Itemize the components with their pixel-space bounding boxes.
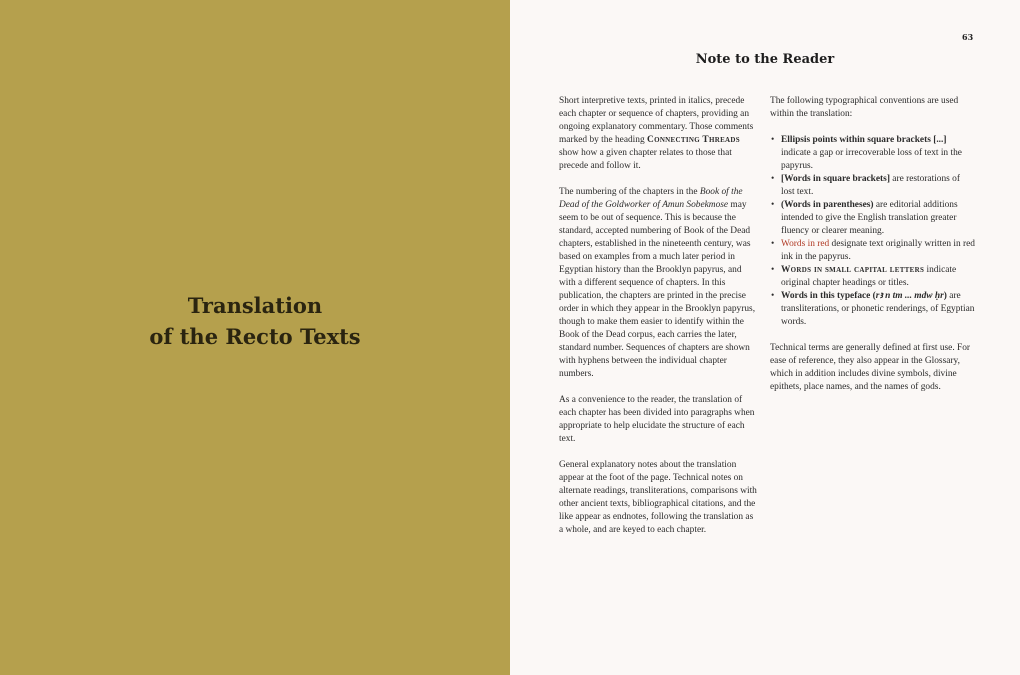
page-number: 63 [962, 32, 974, 42]
right-page [510, 0, 1020, 675]
convention-term: [Words in square brackets] [781, 174, 890, 184]
paragraph-chapter-numbering [559, 186, 759, 381]
transliteration-sample: rꜣ n tm ... mdw ḥr [875, 291, 944, 301]
list-item [770, 264, 975, 290]
convention-description: are editorial additions intended to give the English translation greater fluency or clearer meaning. [781, 200, 958, 236]
page-heading: Note to the Reader [695, 52, 835, 67]
section-title-line-2: of the Recto Texts [149, 324, 361, 349]
paragraph-explanatory-notes: General explanatory notes about the translation appear at the foot of the page. Technical notes on alternate readings, transliterations, comparisons with other ancient texts, bibliographical citations, and the like appear as endnotes, following the translation as a whole, and are keyed to each chapter. [559, 460, 757, 535]
section-title [0, 290, 510, 352]
book-title: Book of the Dead of the Goldworker of Amun Sobekmose [559, 187, 743, 210]
paragraph-text: Short interpretive texts, printed in italics, precede each chapter or sequence of chapters, providing an ongoing explanatory commentary. Those comments marked by the heading [559, 96, 754, 145]
conventions-list [770, 134, 975, 329]
convention-term: (Words in parentheses) [781, 200, 874, 210]
technical-terms-paragraph: Technical terms are generally defined at first use. For ease of reference, they also appear in the Glossary, which in addition includes divine symbols, divine epithets, place names, and the names of gods. [770, 343, 971, 392]
convention-term-red: Words in red [781, 239, 830, 249]
convention-term [781, 291, 947, 301]
section-title-line-1: Translation [187, 293, 323, 318]
convention-term-small-caps: Words in small capital letters [781, 265, 925, 275]
convention-description: indicate original chapter headings or titles. [781, 265, 957, 288]
convention-term: Ellipsis points within square brackets [...] [781, 135, 947, 145]
right-column [770, 95, 975, 407]
paragraph-text: The numbering of the chapters in the [559, 187, 700, 197]
list-item [770, 238, 975, 264]
convention-description: designate text originally written in red ink in the papyrus. [781, 239, 975, 262]
convention-term-part: Words in this typeface ( [781, 291, 876, 301]
paragraph-convenience: As a convenience to the reader, the translation of each chapter has been divided into paragraphs when appropriate to help elucidate the structure of each text. [559, 395, 755, 444]
left-column [559, 95, 759, 550]
convention-description: are transliterations, or phonetic renderings, of Egyptian words. [781, 291, 975, 327]
list-item [770, 134, 975, 173]
convention-term-part: ) [943, 291, 947, 301]
paragraph-interpretive-texts [559, 95, 759, 173]
convention-description: are restorations of lost text. [781, 174, 960, 197]
list-item [770, 173, 975, 199]
paragraph-text: show how a given chapter relates to those that precede and follow it. [559, 148, 732, 171]
conventions-intro: The following typographical conventions are used within the translation: [770, 96, 959, 119]
paragraph-text: may seem to be out of sequence. This is because the standard, accepted numbering of Book of the Dead chapters, established in the nineteenth century, was based on examples from a much later period in Egyptian history than the Brooklyn papyrus, and with a different sequence of chapters. In this publication, the chapters are printed in the precise order in which they appear in the Brooklyn papyrus, though to make them easier to identify within the Book of the Dead corpus, each carries the later, standard number. Sequences of chapters are shown with hyphens between the individual chapter numbers. [559, 200, 756, 379]
connecting-threads-heading: Connecting Threads [647, 135, 740, 145]
list-item [770, 290, 975, 329]
list-item [770, 199, 975, 238]
convention-description: indicate a gap or irrecoverable loss of text in the papyrus. [781, 148, 962, 171]
